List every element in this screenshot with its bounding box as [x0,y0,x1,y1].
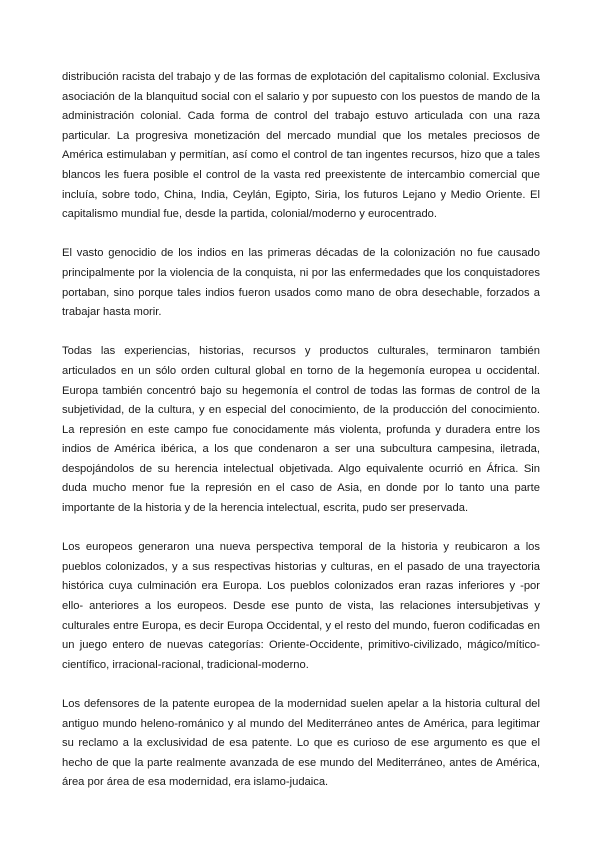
paragraph-5: Los defensores de la patente europea de la modernidad suelen apelar a la historia cultural del antiguo mundo heleno-románico y al mundo del Mediterráneo antes de América, para legitimar su reclamo a la exclusividad de esa patente. Lo que es curioso de ese argumento es que el hecho de que la parte realmente avanzada de ese mundo del Mediterráneo, antes de América, área por área de esa modernidad, era islamo-judaica. [62,698,540,789]
body-text [62,68,540,813]
paragraph-1: distribución racista del trabajo y de las formas de explotación del capitalismo colonial. Exclusiva asociación de la blanquitud social con el salario y por supuesto con los puestos de mando de la administración colonial. Cada forma de control del trabajo estuvo articulada con una raza particular. La progresiva monetización del mercado mundial que los metales preciosos de América estimulaban y permitían, así como el control de tan ingentes recursos, hizo que a tales blancos les fuera posible el control de la vasta red preexistente de intercambio comercial que incluía, sobre todo, China, India, Ceylán, Egipto, Siria, los futuros Lejano y Medio Oriente. El capitalismo mundial fue, desde la partida, colonial/moderno y eurocentrado. [62,71,540,221]
paragraph-2: El vasto genocidio de los indios en las primeras décadas de la colonización no fue causado principalmente por la violencia de la conquista, ni por las enfermedades que los conquistadores portaban, sino porque tales indios fueron usados como mano de obra desechable, forzados a trabajar hasta morir. [62,247,540,319]
paragraph-4: Los europeos generaron una nueva perspectiva temporal de la historia y reubicaron a los pueblos colonizados, y a sus respectivas historias y culturas, en el pasado de una trayectoria histórica cuya culminación era Europa. Los pueblos colonizados eran razas inferiores y -por ello- anteriores a los europeos. Desde ese punto de vista, las relaciones intersubjetivas y culturales entre Europa, es decir Europa Occidental, y el resto del mundo, fueron codificadas en un juego entero de nuevas categorías: Oriente-Occidente, primitivo-civilizado, mágico/mítico-científico, irracional-racional, tradicional-moderno. [62,541,540,671]
paragraph-3: Todas las experiencias, historias, recursos y productos culturales, terminaron también articulados en un sólo orden cultural global en torno de la hegemonía europea u occidental. Europa también concentró bajo su hegemonía el control de todas las formas de control de la subjetividad, de la cultura, y en especial del conocimiento, de la producción del conocimiento. La represión en este campo fue conocidamente más violenta, profunda y duradera entre los indios de América ibérica, a los que condenaron a ser una subcultura campesina, iletrada, despojándolos de su herencia intelectual objetivada. Algo equivalente ocurrió en África. Sin duda mucho menor fue la represión en el caso de Asia, en donde por lo tanto una parte importante de la historia y de la herencia intelectual, escrita, pudo ser preservada. [62,345,540,515]
